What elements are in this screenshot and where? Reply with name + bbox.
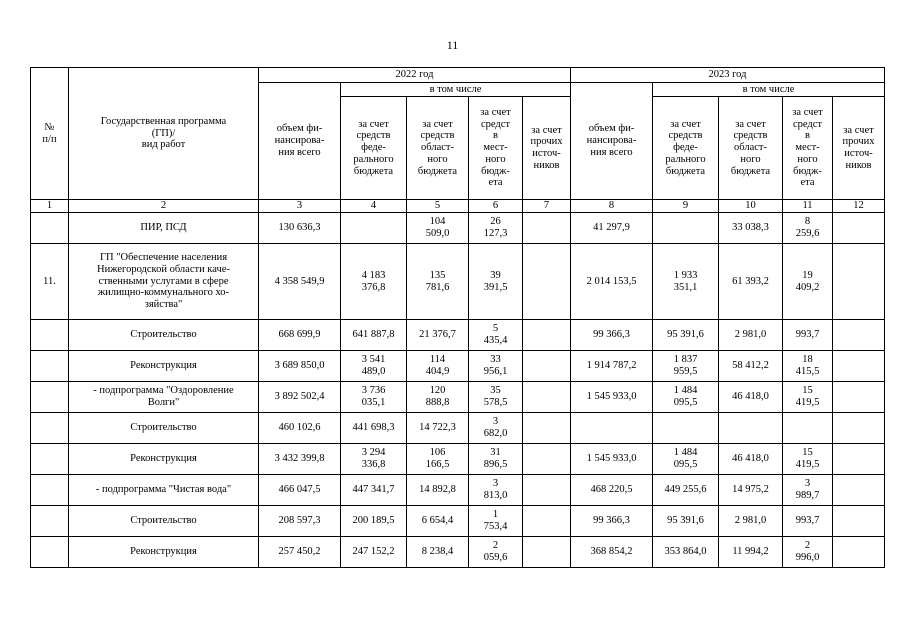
cell-total-2022: 3 432 399,8: [259, 444, 341, 475]
cell-federal-2022: 247 152,2: [341, 537, 407, 568]
cell-regional-2023: 58 412,2: [719, 351, 783, 382]
cell-row-num: [31, 444, 69, 475]
cell-total-2022: 668 699,9: [259, 320, 341, 351]
cell-local-2023: 19 409,2: [783, 244, 833, 320]
table-row: [31, 213, 885, 244]
cell-federal-2023: 1 933 351,1: [653, 244, 719, 320]
header-num: № п/п: [31, 68, 69, 200]
cell-other-2023: [833, 413, 885, 444]
cell-local-2023: [783, 413, 833, 444]
cell-federal-2022: 200 189,5: [341, 506, 407, 537]
cell-federal-2022: 447 341,7: [341, 475, 407, 506]
column-number: 8: [571, 200, 653, 213]
cell-other-2023: [833, 213, 885, 244]
header-local-2023: за счет средст в мест- ного бюдж- ета: [783, 97, 833, 200]
cell-regional-2022: 14 722,3: [407, 413, 469, 444]
header-year-2022: 2022 год: [259, 68, 571, 83]
cell-total-2023: 1 545 933,0: [571, 444, 653, 475]
cell-local-2022: 1 753,4: [469, 506, 523, 537]
cell-row-name: Строительство: [69, 320, 259, 351]
cell-total-2022: 257 450,2: [259, 537, 341, 568]
header-incl-2023: в том числе: [653, 83, 885, 97]
cell-row-num: [31, 475, 69, 506]
cell-local-2022: 2 059,6: [469, 537, 523, 568]
cell-other-2023: [833, 244, 885, 320]
table-row: [31, 506, 885, 537]
cell-row-num: 11.: [31, 244, 69, 320]
column-number: 5: [407, 200, 469, 213]
column-number-row: [31, 200, 885, 213]
table-row: [31, 382, 885, 413]
cell-other-2022: [523, 475, 571, 506]
column-number: 1: [31, 200, 69, 213]
cell-total-2022: 3 689 850,0: [259, 351, 341, 382]
column-number: 9: [653, 200, 719, 213]
page-number: 11: [446, 38, 459, 52]
cell-other-2023: [833, 382, 885, 413]
cell-row-name: - подпрограмма "Чистая вода": [69, 475, 259, 506]
cell-row-name: Реконструкция: [69, 351, 259, 382]
header-other-2022: за счет прочих источ- ников: [523, 97, 571, 200]
cell-local-2022: 3 682,0: [469, 413, 523, 444]
cell-regional-2022: 21 376,7: [407, 320, 469, 351]
cell-federal-2022: 3 541 489,0: [341, 351, 407, 382]
cell-local-2022: 26 127,3: [469, 213, 523, 244]
cell-regional-2022: 14 892,8: [407, 475, 469, 506]
cell-other-2023: [833, 475, 885, 506]
column-number: 2: [69, 200, 259, 213]
cell-other-2022: [523, 382, 571, 413]
cell-federal-2023: 449 255,6: [653, 475, 719, 506]
cell-total-2023: 99 366,3: [571, 320, 653, 351]
cell-local-2023: 15 419,5: [783, 444, 833, 475]
cell-local-2023: 8 259,6: [783, 213, 833, 244]
cell-local-2023: 18 415,5: [783, 351, 833, 382]
cell-other-2022: [523, 537, 571, 568]
cell-other-2023: [833, 351, 885, 382]
table-body: [31, 213, 885, 568]
cell-total-2022: 130 636,3: [259, 213, 341, 244]
cell-row-num: [31, 537, 69, 568]
cell-federal-2023: 353 864,0: [653, 537, 719, 568]
cell-local-2022: 31 896,5: [469, 444, 523, 475]
cell-total-2023: 1 914 787,2: [571, 351, 653, 382]
cell-row-num: [31, 320, 69, 351]
header-other-2023: за счет прочих источ- ников: [833, 97, 885, 200]
cell-row-num: [31, 351, 69, 382]
cell-local-2023: 993,7: [783, 506, 833, 537]
cell-regional-2023: 14 975,2: [719, 475, 783, 506]
header-local-2022: за счет средст в мест- ного бюдж- ета: [469, 97, 523, 200]
cell-federal-2023: 1 484 095,5: [653, 444, 719, 475]
cell-other-2023: [833, 537, 885, 568]
cell-total-2023: 368 854,2: [571, 537, 653, 568]
cell-regional-2023: 46 418,0: [719, 382, 783, 413]
cell-row-name: Реконструкция: [69, 537, 259, 568]
cell-row-num: [31, 213, 69, 244]
header-regional-2023: за счет средств област- ного бюджета: [719, 97, 783, 200]
table-row: [31, 351, 885, 382]
cell-federal-2022: 3 736 035,1: [341, 382, 407, 413]
column-number: 6: [469, 200, 523, 213]
cell-row-name: ГП "Обеспечение населения Нижегородской области каче- ственными услугами в сфере жилищно-коммунального хо- зяйства": [69, 244, 259, 320]
header-year-2023: 2023 год: [571, 68, 885, 83]
cell-federal-2022: 641 887,8: [341, 320, 407, 351]
cell-row-num: [31, 382, 69, 413]
cell-federal-2023: 95 391,6: [653, 320, 719, 351]
column-number: 7: [523, 200, 571, 213]
column-number: 4: [341, 200, 407, 213]
cell-other-2022: [523, 213, 571, 244]
cell-row-name: Строительство: [69, 506, 259, 537]
cell-regional-2022: 135 781,6: [407, 244, 469, 320]
header-total-2023: объем фи- нансирова- ния всего: [571, 83, 653, 200]
table-row: [31, 444, 885, 475]
cell-federal-2022: 441 698,3: [341, 413, 407, 444]
cell-other-2023: [833, 444, 885, 475]
cell-other-2022: [523, 506, 571, 537]
cell-regional-2022: 120 888,8: [407, 382, 469, 413]
cell-other-2023: [833, 506, 885, 537]
cell-regional-2022: 8 238,4: [407, 537, 469, 568]
cell-regional-2022: 104 509,0: [407, 213, 469, 244]
cell-total-2022: 460 102,6: [259, 413, 341, 444]
cell-total-2023: 99 366,3: [571, 506, 653, 537]
column-number: 10: [719, 200, 783, 213]
cell-total-2023: 1 545 933,0: [571, 382, 653, 413]
header-total-2022: объем фи- нансирова- ния всего: [259, 83, 341, 200]
cell-other-2022: [523, 444, 571, 475]
cell-local-2022: 5 435,4: [469, 320, 523, 351]
column-number: 11: [783, 200, 833, 213]
cell-regional-2023: [719, 413, 783, 444]
cell-federal-2023: [653, 413, 719, 444]
cell-federal-2023: 95 391,6: [653, 506, 719, 537]
cell-local-2022: 35 578,5: [469, 382, 523, 413]
cell-total-2022: 4 358 549,9: [259, 244, 341, 320]
cell-regional-2023: 33 038,3: [719, 213, 783, 244]
cell-regional-2023: 2 981,0: [719, 320, 783, 351]
cell-federal-2022: [341, 213, 407, 244]
cell-regional-2023: 61 393,2: [719, 244, 783, 320]
header-federal-2022: за счет средств феде- рального бюджета: [341, 97, 407, 200]
table-header: [31, 68, 885, 213]
column-number: 3: [259, 200, 341, 213]
cell-federal-2023: 1 484 095,5: [653, 382, 719, 413]
header-regional-2022: за счет средств област- ного бюджета: [407, 97, 469, 200]
cell-federal-2023: [653, 213, 719, 244]
cell-total-2023: [571, 413, 653, 444]
header-incl-2022: в том числе: [341, 83, 571, 97]
financing-table: [30, 67, 885, 568]
cell-row-name: ПИР, ПСД: [69, 213, 259, 244]
cell-local-2022: 39 391,5: [469, 244, 523, 320]
header-program: Государственная программа (ГП)/ вид работ: [69, 68, 259, 200]
cell-other-2023: [833, 320, 885, 351]
cell-other-2022: [523, 413, 571, 444]
cell-regional-2023: 11 994,2: [719, 537, 783, 568]
cell-total-2023: 41 297,9: [571, 213, 653, 244]
table-row: [31, 413, 885, 444]
cell-row-num: [31, 413, 69, 444]
cell-row-num: [31, 506, 69, 537]
cell-regional-2022: 114 404,9: [407, 351, 469, 382]
cell-local-2023: 2 996,0: [783, 537, 833, 568]
cell-other-2022: [523, 351, 571, 382]
cell-local-2022: 3 813,0: [469, 475, 523, 506]
column-number: 12: [833, 200, 885, 213]
cell-other-2022: [523, 244, 571, 320]
cell-total-2022: 3 892 502,4: [259, 382, 341, 413]
cell-local-2023: 3 989,7: [783, 475, 833, 506]
cell-local-2023: 15 419,5: [783, 382, 833, 413]
cell-regional-2023: 46 418,0: [719, 444, 783, 475]
cell-regional-2023: 2 981,0: [719, 506, 783, 537]
cell-other-2022: [523, 320, 571, 351]
cell-federal-2023: 1 837 959,5: [653, 351, 719, 382]
table-row: [31, 475, 885, 506]
table-row: [31, 244, 885, 320]
cell-federal-2022: 3 294 336,8: [341, 444, 407, 475]
table-row: [31, 320, 885, 351]
cell-total-2022: 208 597,3: [259, 506, 341, 537]
cell-row-name: Строительство: [69, 413, 259, 444]
cell-row-name: Реконструкция: [69, 444, 259, 475]
cell-local-2023: 993,7: [783, 320, 833, 351]
header-federal-2023: за счет средств феде- рального бюджета: [653, 97, 719, 200]
table-row: [31, 537, 885, 568]
cell-row-name: - подпрограмма "Оздоровление Волги": [69, 382, 259, 413]
cell-total-2022: 466 047,5: [259, 475, 341, 506]
cell-total-2023: 2 014 153,5: [571, 244, 653, 320]
cell-regional-2022: 106 166,5: [407, 444, 469, 475]
cell-total-2023: 468 220,5: [571, 475, 653, 506]
cell-local-2022: 33 956,1: [469, 351, 523, 382]
cell-regional-2022: 6 654,4: [407, 506, 469, 537]
cell-federal-2022: 4 183 376,8: [341, 244, 407, 320]
